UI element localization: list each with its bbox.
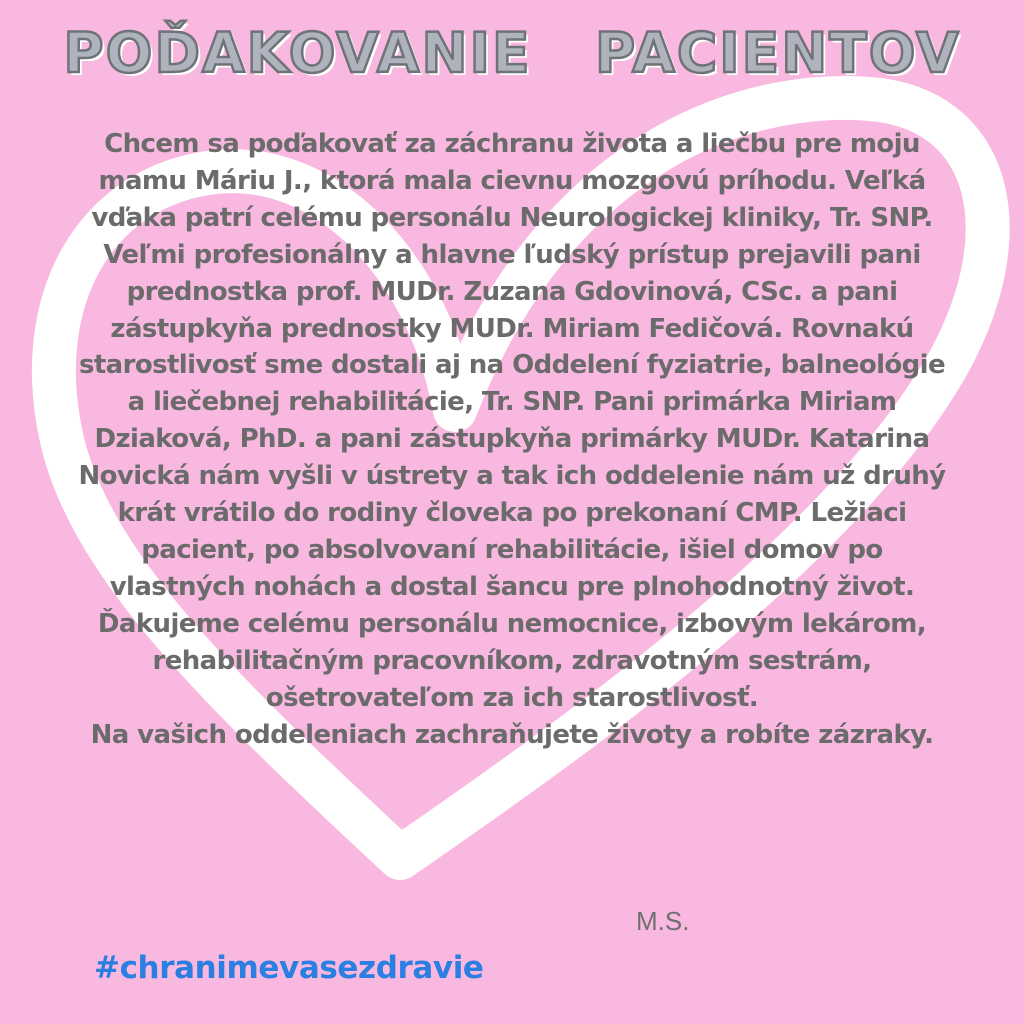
testimonial-line: krát vrátilo do rodiny človeka po prekonaní CMP. Ležiaci (117, 498, 907, 529)
testimonial-line: Chcem sa poďakovať za záchranu života a liečbu pre moju (104, 129, 920, 159)
signature: M.S. (636, 906, 690, 936)
testimonial-text (20, 126, 1004, 753)
hashtag[interactable]: #chranimevasezdravie (94, 950, 484, 986)
testimonial-line: Veľmi profesionálny a hlavne ľudský prístup prejavili pani (103, 239, 921, 270)
testimonial-line: starostlivosť sme dostali aj na Oddelení fyziatrie, balneológie (78, 350, 946, 381)
testimonial-line: a liečebnej rehabilitácie, Tr. SNP. Pani primárka Miriam (127, 387, 897, 418)
testimonial-line: prednostka prof. MUDr. Zuzana Gdovinová, CSc. a pani (126, 276, 898, 307)
page-title: POĎAKOVANIE PACIENTOV (63, 21, 961, 85)
testimonial-line: Ďakujeme celému personálu nemocnice, izbovým lekárom, (97, 608, 927, 639)
testimonial-line: mamu Máriu J., ktorá mala cievnu mozgovú príhodu. Veľká (98, 165, 926, 196)
testimonial-line: ošetrovateľom za ich starostlivosť. (265, 682, 759, 713)
testimonial-line: pacient, po absolvovaní rehabilitácie, išiel domov po (141, 534, 883, 565)
testimonial-line: vďaka patrí celému personálu Neurologickej kliniky, Tr. SNP. (91, 202, 933, 233)
testimonial-line: Na vašich oddeleniach zachraňujete životy a robíte zázraky. (90, 719, 934, 750)
testimonial-line: zástupkyňa prednostky MUDr. Miriam Fedičová. Rovnakú (110, 313, 914, 344)
testimonial-line: vlastných nohách a dostal šancu pre plnohodnotný život. (109, 571, 915, 602)
testimonial-line: Dziaková, PhD. a pani zástupkyňa primárky MUDr. Katarina (94, 424, 930, 455)
testimonial-line: Novická nám vyšli v ústrety a tak ich oddelenie nám už druhý (78, 461, 946, 492)
testimonial-line: rehabilitačným pracovníkom, zdravotným sestrám, (152, 645, 872, 676)
